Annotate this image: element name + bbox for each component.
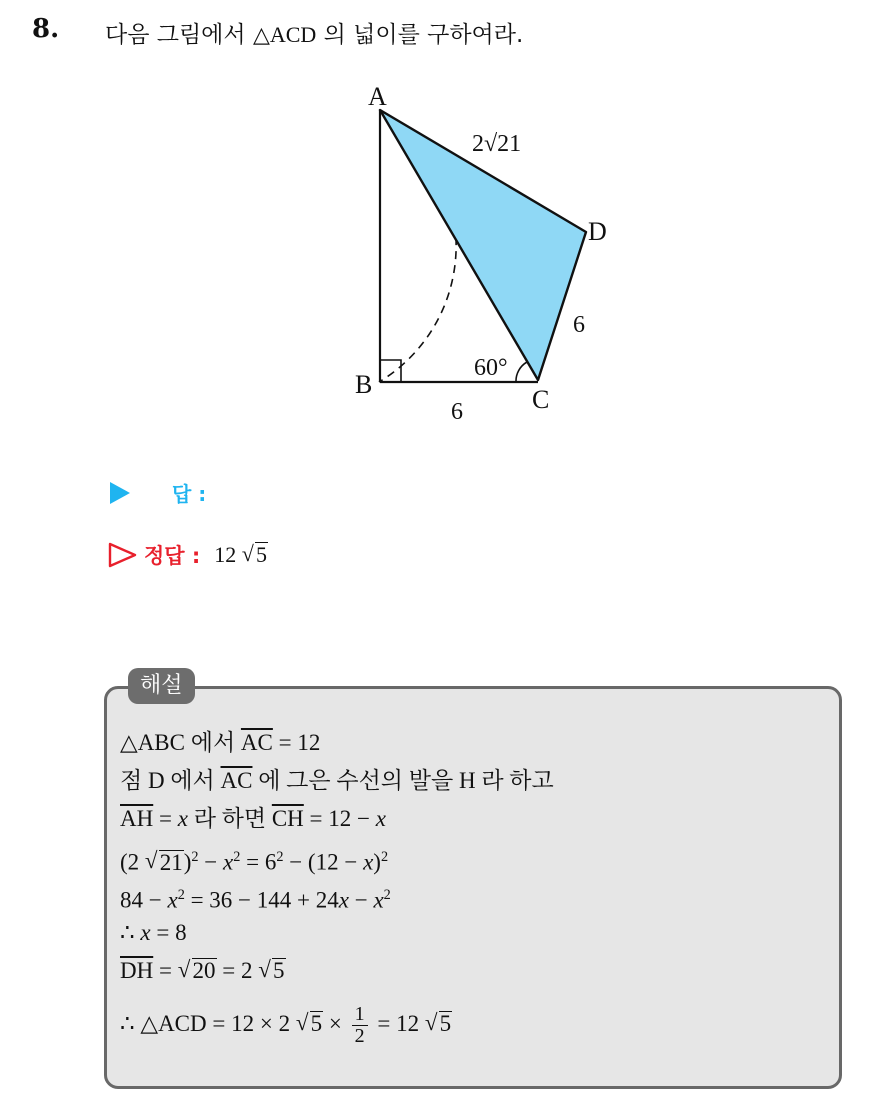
sol-text: ∴ △ACD = 12 × 2 bbox=[120, 1011, 296, 1036]
answer-label: 답 : bbox=[172, 482, 207, 506]
answer-arrow-icon bbox=[110, 482, 130, 504]
triangle-symbol: △ bbox=[252, 22, 270, 47]
var-x: x bbox=[177, 806, 188, 831]
exponent: 2 bbox=[276, 849, 284, 865]
sol-text: ) bbox=[183, 849, 192, 875]
answer-row bbox=[110, 478, 206, 507]
sol-text: = bbox=[153, 806, 178, 831]
sol-text: = 36 − 144 + 24 bbox=[184, 887, 339, 913]
triangle-name: ACD bbox=[269, 22, 317, 47]
therefore-symbol: ∴ bbox=[120, 920, 141, 945]
var-x: x bbox=[375, 806, 386, 831]
correct-value-coef: 12 bbox=[214, 542, 237, 567]
label-c: C bbox=[532, 385, 550, 414]
sqrt-symbol bbox=[425, 1000, 452, 1048]
solution-line-3 bbox=[120, 800, 554, 838]
sol-text: = 12 bbox=[371, 1011, 425, 1036]
sol-text: = 12 bbox=[272, 730, 321, 755]
solution-lines bbox=[120, 724, 554, 1048]
sol-text: 점 D 에서 bbox=[120, 768, 221, 793]
sqrt-symbol bbox=[242, 542, 268, 568]
sol-text: 에 그은 수선의 발을 H 라 하고 bbox=[252, 768, 554, 793]
length-ad: 2√21 bbox=[472, 131, 522, 157]
radicand: 20 bbox=[192, 958, 216, 983]
sol-text: 84 − bbox=[120, 887, 168, 913]
segment-ah: $\overline{AH}$ bbox=[120, 806, 154, 831]
question-number: 8. bbox=[32, 14, 60, 44]
sol-text: = bbox=[153, 958, 178, 983]
sol-text: = 6 bbox=[240, 849, 277, 875]
radicand: 21 bbox=[159, 849, 183, 875]
sol-text: × bbox=[323, 1011, 348, 1036]
length-cd: 6 bbox=[573, 312, 585, 338]
segment-ch: $\overline{CH}$ bbox=[271, 806, 304, 831]
sol-text: 라 하면 bbox=[187, 806, 272, 831]
question-text-before: 다음 그림에서 bbox=[105, 22, 253, 48]
right-angle-mark bbox=[380, 360, 401, 382]
solution-line-7 bbox=[120, 952, 554, 990]
var-x: x bbox=[167, 887, 178, 913]
sol-text: (2 bbox=[120, 849, 145, 875]
sqrt-symbol bbox=[258, 952, 285, 990]
exponent: 2 bbox=[383, 887, 391, 903]
geometry-figure bbox=[300, 70, 640, 430]
sol-text: − bbox=[198, 849, 223, 875]
fraction-one-half bbox=[352, 1004, 368, 1047]
label-a: A bbox=[368, 82, 387, 111]
label-d: D bbox=[588, 217, 607, 246]
exponent: 2 bbox=[191, 849, 199, 865]
question-text-after: 의 넓이를 구하여라. bbox=[316, 22, 524, 48]
length-bc: 6 bbox=[451, 399, 463, 425]
var-x: x bbox=[140, 920, 151, 945]
segment-dh: $\overline{DH}$ bbox=[120, 958, 154, 983]
correct-answer-row bbox=[108, 540, 268, 570]
exponent: 2 bbox=[380, 849, 389, 865]
sqrt-symbol bbox=[296, 1000, 323, 1048]
var-x: x bbox=[373, 887, 384, 913]
fraction-denominator: 2 bbox=[354, 1025, 365, 1048]
segment-ac: $\overline{AC}$ bbox=[220, 768, 253, 793]
var-x: x bbox=[363, 849, 374, 875]
sol-text: − (12 − bbox=[283, 849, 364, 875]
solution-line-2 bbox=[120, 762, 554, 800]
fraction-numerator: 1 bbox=[352, 1004, 368, 1026]
solution-line-1 bbox=[120, 724, 554, 762]
label-b: B bbox=[355, 370, 373, 399]
segment-ac: $\overline{AC}$ bbox=[240, 730, 273, 755]
angle-c-label: 60° bbox=[474, 355, 508, 381]
solution-line-8 bbox=[120, 1000, 554, 1048]
radicand: 5 bbox=[439, 1011, 452, 1036]
sqrt-symbol bbox=[145, 844, 184, 882]
angle-arc-c bbox=[516, 362, 527, 382]
correct-arrow-icon bbox=[108, 542, 138, 568]
sol-text: △ABC 에서 bbox=[120, 730, 241, 755]
correct-value bbox=[214, 542, 268, 568]
sqrt-symbol bbox=[178, 952, 217, 990]
var-x: x bbox=[223, 849, 234, 875]
radicand: 5 bbox=[273, 958, 285, 983]
sol-text: = 12 − bbox=[303, 806, 376, 831]
exponent: 2 bbox=[233, 849, 241, 865]
question-text bbox=[105, 16, 523, 49]
solution-tab: 해설 bbox=[128, 668, 195, 704]
solution-line-5 bbox=[120, 876, 554, 914]
sol-text: = 2 bbox=[216, 958, 259, 983]
radicand: 5 bbox=[310, 1011, 323, 1036]
sol-text: = 8 bbox=[150, 920, 187, 945]
correct-value-radicand: 5 bbox=[255, 542, 267, 567]
sol-text: − bbox=[348, 887, 374, 913]
solution-line-4 bbox=[120, 838, 554, 876]
sol-text: ) bbox=[373, 849, 381, 875]
correct-label: 정답 : bbox=[144, 544, 201, 568]
exponent: 2 bbox=[177, 887, 185, 903]
var-x: x bbox=[338, 887, 349, 913]
solution-line-6 bbox=[120, 914, 554, 952]
